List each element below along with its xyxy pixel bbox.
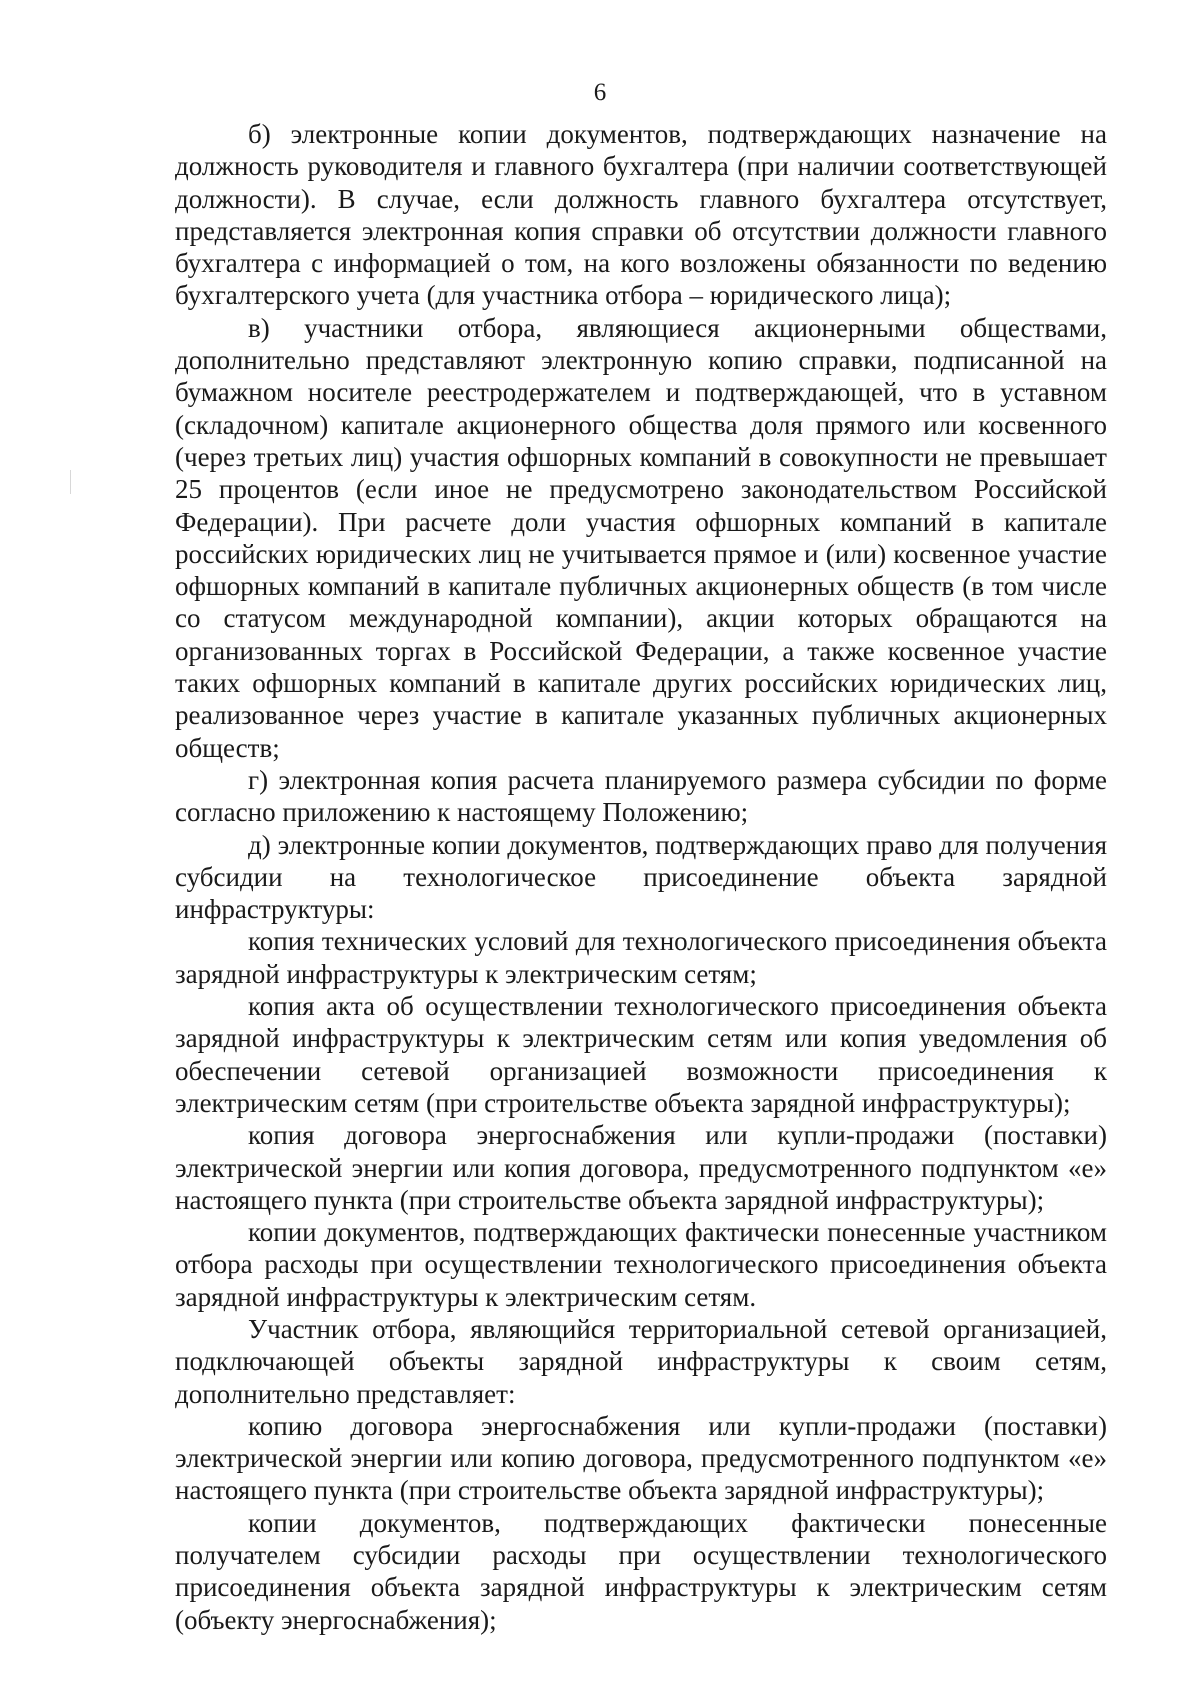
paragraph-connection-act: копия акта об осуществлении технологического присоединения объекта зарядной инфраструктуры к электрическим сетям или копия уведомления об обеспечении сетевой организацией возможности присоединения к электрическим сетям (при строительстве объекта зарядной инфраструктуры); bbox=[175, 991, 1107, 1118]
paragraph-expense-documents: копии документов, подтверждающих фактически понесенные участником отбора расходы при осуществлении технологического присоединения объекта зарядной инфраструктуры к электрическим сетям. bbox=[175, 1217, 1107, 1312]
paragraph-b: б) электронные копии документов, подтверждающих назначение на должность руководителя и главного бухгалтера (при наличии соответствующей должности). В случае, если должность главного бухгалтера отсутствует, представляется электронная копия справки об отсутствии должности главного бухгалтера с информацией о том, на кого возложены обязанности по ведению бухгалтерского учета (для участника отбора – юридического лица); bbox=[175, 119, 1107, 311]
paragraph-tech-conditions: копия технических условий для технологического присоединения объекта зарядной инфраструктуры к электрическим сетям; bbox=[175, 926, 1107, 989]
paragraph-recipient-expenses: копии документов, подтверждающих фактически понесенные получателем субсидии расходы при осуществлении технологического присоединения объекта зарядной инфраструктуры к электрическим сетям (объекту энергоснабжения); bbox=[175, 1507, 1107, 1635]
paragraph-supply-contract: копия договора энергоснабжения или купли-продажи (поставки) электрической энергии или копия договора, предусмотренного подпунктом «е» настоящего пункта (при строительстве объекта зарядной инфраструктуры); bbox=[175, 1120, 1107, 1215]
scan-artifact bbox=[70, 470, 71, 494]
paragraph-d: д) электронные копии документов, подтверждающих право для получения субсидии на технологическое присоединение объекта зарядной инфраструктуры: bbox=[175, 829, 1107, 925]
paragraph-supply-contract-copy: копию договора энергоснабжения или купли-продажи (поставки) электрической энергии или копию договора, предусмотренного подпунктом «е» настоящего пункта (при строительстве объекта зарядной инфраструктуры); bbox=[175, 1410, 1107, 1506]
document-body bbox=[175, 118, 1107, 1636]
page-number: 6 bbox=[593, 79, 607, 106]
paragraph-grid-organization: Участник отбора, являющийся территориальной сетевой организацией, подключающей объекты зарядной инфраструктуры к своим сетям, дополнительно представляет: bbox=[175, 1313, 1107, 1409]
paragraph-v: в) участники отбора, являющиеся акционерными обществами, дополнительно представляют электронную копию справки, подписанной на бумажном носителе реестродержателем и подтверждающей, что в уставном (складочном) капитале акционерного общества доля прямого или косвенного (через третьих лиц) участия офшорных компаний в совокупности не превышает 25 процентов (если иное не предусмотрено законодательством Российской Федерации). При расчете доли участия офшорных компаний в капитале российских юридических лиц не учитывается прямое и (или) косвенное участие офшорных компаний в капитале публичных акционерных обществ (в том числе со статусом международной компании), акции которых обращаются на организованных торгах в Российской Федерации, а также косвенное участие таких офшорных компаний в капитале других российских юридических лиц, реализованное через участие в капитале указанных публичных акционерных обществ; bbox=[175, 312, 1107, 763]
paragraph-g: г) электронная копия расчета планируемого размера субсидии по форме согласно приложению к настоящему Положению; bbox=[175, 764, 1107, 828]
